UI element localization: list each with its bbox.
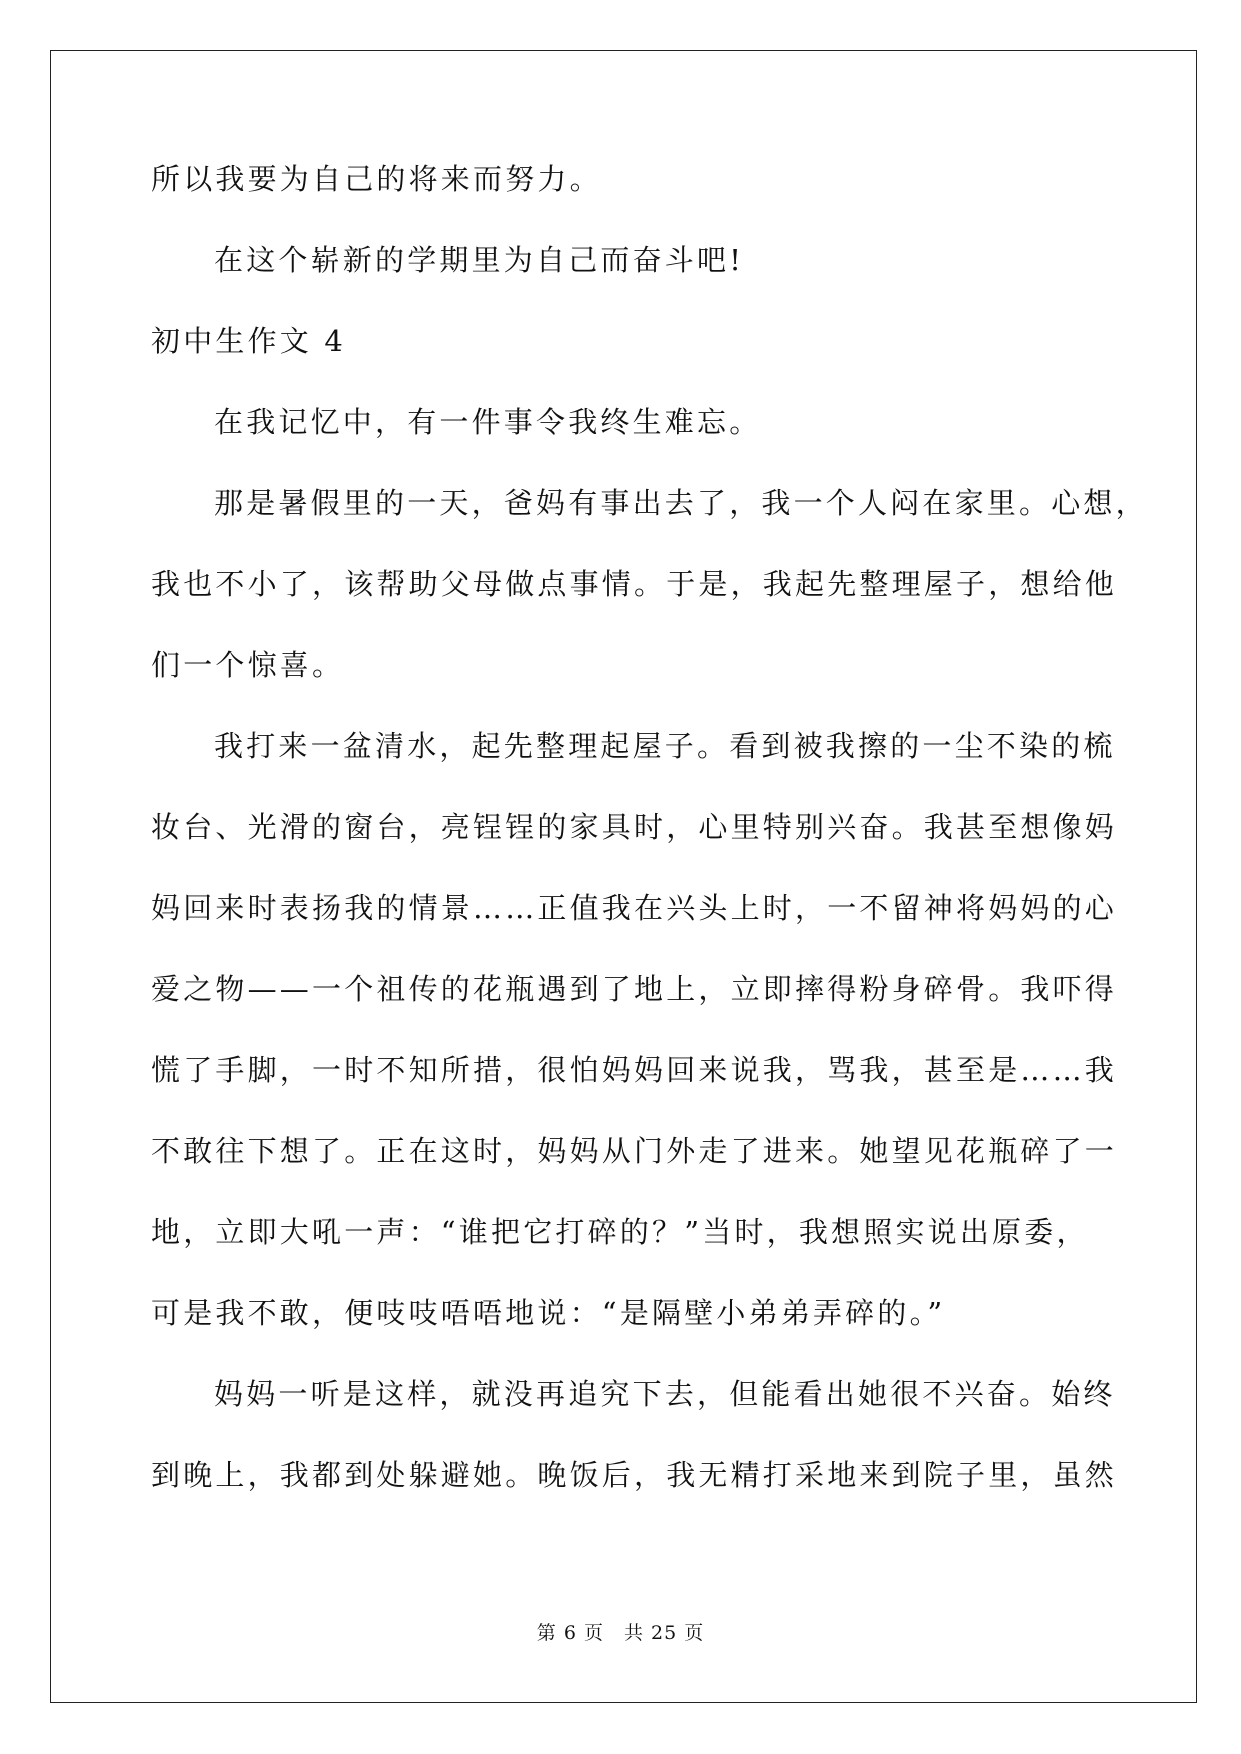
text-line: 那是暑假里的一天，爸妈有事出去了，我一个人闷在家里。心想， bbox=[214, 486, 1148, 520]
text-line: 爱之物——一个祖传的花瓶遇到了地上，立即摔得粉身碎骨。我吓得 bbox=[151, 972, 1118, 1006]
text-line: 在这个崭新的学期里为自己而奋斗吧! bbox=[214, 243, 745, 277]
page-number-footer: 第 6 页 共 25 页 bbox=[536, 1622, 705, 1644]
text-line: 妈回来时表扬我的情景……正值我在兴头上时，一不留神将妈妈的心 bbox=[151, 891, 1118, 925]
text-line: 不敢往下想了。正在这时，妈妈从门外走了进来。她望见花瓶碎了一 bbox=[151, 1134, 1118, 1168]
text-line: 妈妈一听是这样，就没再追究下去，但能看出她很不兴奋。始终 bbox=[214, 1377, 1116, 1411]
text-line: 慌了手脚，一时不知所措，很怕妈妈回来说我，骂我，甚至是……我 bbox=[151, 1053, 1118, 1087]
text-line: 到晚上，我都到处躲避她。晚饭后，我无精打采地来到院子里，虽然 bbox=[151, 1458, 1118, 1492]
section-heading: 初中生作文 4 bbox=[151, 324, 347, 358]
text-line: 地，立即大吼一声：“谁把它打碎的？”当时，我想照实说出原委， bbox=[151, 1215, 1089, 1249]
text-line: 所以我要为自己的将来而努力。 bbox=[151, 162, 602, 196]
text-line: 我也不小了，该帮助父母做点事情。于是，我起先整理屋子，想给他 bbox=[151, 567, 1118, 601]
text-line: 们一个惊喜。 bbox=[151, 648, 345, 682]
document-body bbox=[151, 160, 1148, 1494]
text-line: 妆台、光滑的窗台，亮锃锃的家具时，心里特别兴奋。我甚至想像妈 bbox=[151, 810, 1118, 844]
text-line: 可是我不敢，便吱吱唔唔地说：“是隔壁小弟弟弄碎的。” bbox=[151, 1296, 946, 1330]
text-line: 我打来一盆清水，起先整理起屋子。看到被我擦的一尘不染的梳 bbox=[214, 729, 1116, 763]
text-line: 在我记忆中，有一件事令我终生难忘。 bbox=[214, 405, 762, 439]
